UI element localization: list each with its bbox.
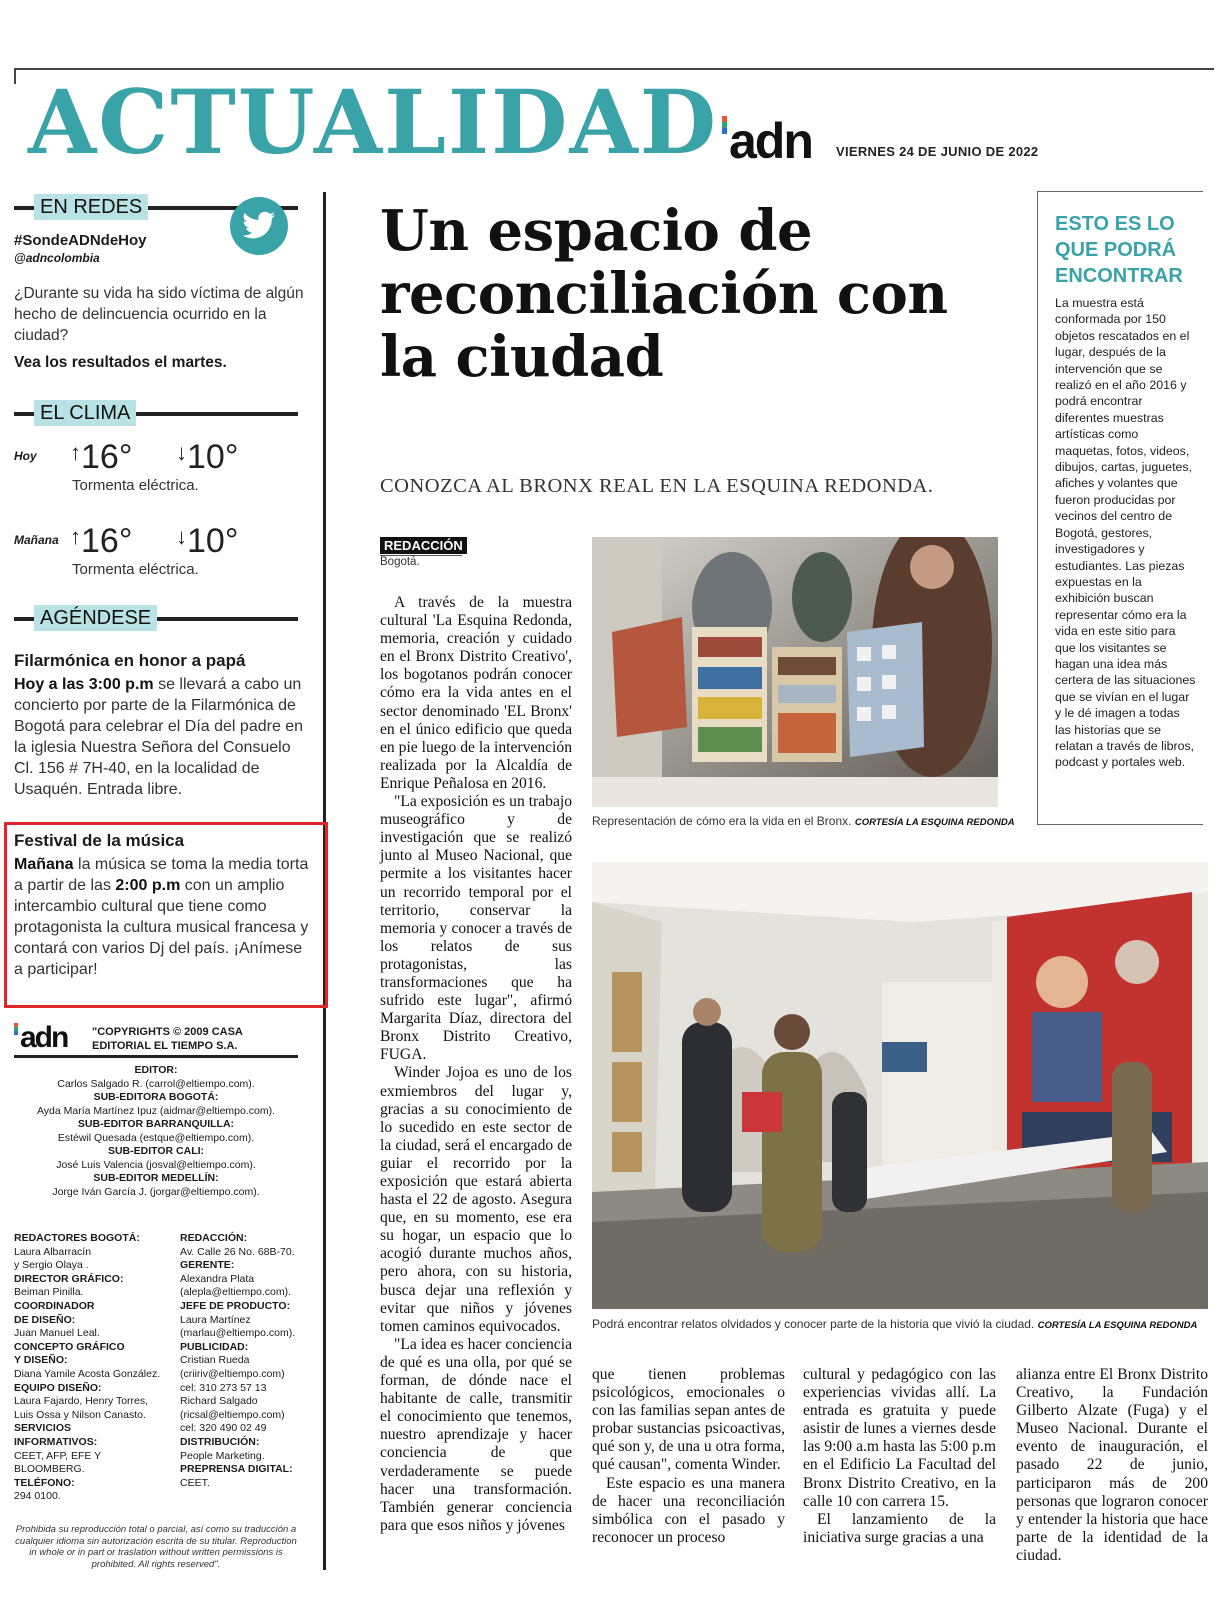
weather-condition-tomorrow: Tormenta eléctrica. [72,561,199,578]
credit-name: Laura Albarracín [14,1245,92,1258]
credit-role: Y DISEÑO: [14,1354,68,1367]
article-paragraph: que tienen problemas psicológicos, emocionales o con las familias sepan antes de probar sustancias psicoactivas, qué son y, de una u otra forma, qué causan", comenta Winder. [592,1366,785,1474]
credit-name: y Sergio Olaya . [14,1259,89,1272]
header-rule-tick [14,68,16,84]
legal-notice: Prohibida su reproducción total o parcial, así como su traducción a cualquier idioma sin autorización escrita de su titular. Reproduction in whole or in part or traslation without written permissions is prohibited. All rights reserved". [15,1524,297,1570]
event-text-festival: Mañana la música se toma la media torta a partir de las 2:00 p.m con un amplio intercambio cultural que tiene como protagonista la cultura musical francesa y contará con varios Dj del país. ¡Anímese a participar! [14,856,309,978]
article-dek: CONOZCA AL BRONX REAL EN LA ESQUINA REDONDA. [380,475,934,497]
twitter-bird-icon [230,197,288,255]
weather-high-tomorrow: ↑16° [70,522,133,560]
credit-name: cel: 310 273 57 13 [180,1381,267,1394]
poll-hashtag: #SondeADNdeHoy [14,232,147,249]
weather-high-today: ↑16° [70,438,133,476]
twitter-handle: @adncolombia [14,251,100,265]
arrow-down-icon: ↓ [176,524,187,549]
adn-logo-dots-icon [722,116,727,134]
article-paragraph: Este espacio es una manera de hacer una reconciliación simbólica con el pasado y reconocer un proceso [592,1474,785,1546]
credits-right [180,1232,320,1490]
credit-name: (ricsal@eltiempo.com) [180,1408,285,1421]
photo-bronx-models [592,537,998,807]
article-column-3 [803,1366,996,1547]
article-byline: REDACCIÓN [380,537,467,554]
credit-role: REDACCIÓN: [180,1232,248,1244]
arrow-up-icon: ↑ [70,440,81,465]
credit-role: TELÉFONO: [14,1476,75,1489]
weather-day-tomorrow: Mañana [14,533,59,547]
credit-name: (marlau@eltiempo.com). [180,1327,296,1340]
adn-logo-dots-icon [14,1023,18,1035]
credit-name: Richard Salgado [180,1395,258,1408]
article-paragraph: cultural y pedagógico con las experiencias vividas allí. La entrada es gratuita y puede asistir de lunes a viernes desde las 9:00 a.m hasta las 5:00 p.m en el Edificio La Facultad del Bronx Distrito Creativo, en la calle 10 con carrera 15. [803,1366,996,1510]
section-label-clima: EL CLIMA [14,400,298,426]
credit-name: Diana Yamile Acosta González. [14,1367,161,1380]
section-label-agenda: AGÉNDESE [14,605,298,631]
sidebar-title: ESTO ES LO QUE PODRÁ ENCONTRAR [1055,213,1183,287]
credit-role: DISTRIBUCIÓN: [180,1435,260,1448]
credit-role: PREPRENSA DIGITAL: [180,1463,293,1476]
article-column-1 [380,594,572,1535]
article-paragraph: "La exposición es un trabajo museográfico y de investigación que se realizó junto al Museo Nacional, que permite a los visitantes hacer un recorrido temporal por el territorio, conservar la memoria y conocer a través de los relatos de sus protagonistas, las transformaciones que ha sufrido este lugar", afirmó Margarita Díaz, directora del Bronx Distrito Creativo, FUGA. [380,793,572,1064]
credits-left [14,1232,174,1504]
credit-role: CONCEPTO GRÁFICO [14,1340,125,1353]
weather-low-today: ↓10° [176,438,239,476]
photo-exhibition-hall-caption: Podrá encontrar relatos olvidados y conocer parte de la historia que vivió la ciudad. CORTESÍA LA ESQUINA REDONDA [592,1317,1198,1331]
article-dateline: Bogotá. [380,556,420,568]
event-title-festival: Festival de la música [14,831,185,850]
article-paragraph: A través de la muestra cultural 'La Esquina Redonda, memoria, creación y cuidado en el Bronx Distrito Creativo', los bogotanos podrán conocer cómo era la vida antes en el sector denominado 'EL Bronx' en el único edificio que queda en pie luego de la intervención realizada por la Alcaldía de Enrique Peñalosa en 2016. [380,594,572,792]
credit-name: Luis Ossa y Nilson Canasto. [14,1408,146,1421]
section-label-redes: EN REDES [14,194,298,220]
credit-name: Laura Fajardo, Henry Torres, [14,1395,149,1408]
credit-name: (criiriv@eltiempo.com) [180,1367,285,1380]
weather-day-today: Hoy [14,449,37,463]
credit-name: Cristian Rueda [180,1354,250,1367]
article-column-4 [1016,1366,1208,1565]
credit-name: CEET. [180,1476,210,1489]
poll-question: ¿Durante su vida ha sido víctima de algún hecho de delincuencia ocurrido en la ciudad? [14,285,304,344]
credit-role: EQUIPO DISEÑO: [14,1381,102,1394]
photo-exhibition-hall [592,862,1208,1309]
poll-results-note: Vea los resultados el martes. [14,354,227,371]
article-paragraph: Winder Jojoa es uno de los exmiembros del lugar y, gracias a su conocimiento de lo sucedido en este sector de la ciudad, será el encargado de guiar el recorrido por la exposición que estará abierta hasta el 22 de agosto. Asegura que, en su momento, ese era su hogar, un espacio que lo acogió durante muchos años, pero ahora, con su historia, busca dejar una reflexión y evitar que niños y jóvenes tomen caminos equivocados. [380,1064,572,1335]
credit-name: Laura Martínez [180,1313,251,1326]
credit-role: REDACTORES BOGOTÁ: [14,1232,140,1244]
arrow-down-icon: ↓ [176,440,187,465]
credit-name: Av. Calle 26 No. 68B-70. [180,1245,295,1258]
credit-role: INFORMATIVOS: [14,1435,98,1448]
photo-bronx-models-caption: Representación de cómo era la vida en el Bronx. CORTESÍA LA ESQUINA REDONDA [592,814,1015,828]
copyright-notice: "COPYRIGHTS © 2009 CASA EDITORIAL EL TIEMPO S.A. [92,1026,243,1052]
weather-low-tomorrow: ↓10° [176,522,239,560]
credit-name: 294 0100. [14,1490,61,1503]
event-title-filarmonica: Filarmónica en honor a papá [14,651,246,670]
article-paragraph: alianza entre El Bronx Distrito Creativo, la Fundación Gilberto Alzate (Fuga) y el Museo Nacional. Durante el evento de inauguración, el pasado 22 de junio, participaron más de 200 personas que lograron conocer y entender la historia que hace parte de la identidad de la ciudad. [1016,1366,1208,1564]
credit-role: PUBLICIDAD: [180,1340,249,1353]
credit-role: GERENTE: [180,1259,235,1272]
credit-role: COORDINADOR [14,1299,95,1312]
credit-name: CEET, AFP, EFE Y BLOOMBERG. [14,1449,101,1476]
credit-name: Beiman Pinilla. [14,1286,84,1299]
arrow-up-icon: ↑ [70,524,81,549]
issue-date: VIERNES 24 DE JUNIO DE 2022 [836,144,1039,159]
credit-name: Juan Manuel Leal. [14,1327,100,1340]
credit-name: Alexandra Plata [180,1272,255,1285]
adn-logo: adn [722,116,812,166]
article-column-2 [592,1366,785,1547]
credit-name: cel: 320 490 02 49 [180,1422,267,1435]
credit-role: SERVICIOS [14,1422,71,1435]
article-paragraph: "La idea es hacer conciencia de qué es una olla, por qué se forman, de dónde nace el habitante de calle, transmitir el conocimiento que tenemos, nuestro aprendizaje y hacer conciencia de que verdaderamente se puede hacer una transformación. También generar conciencia para que esos niños y jóvenes [380,1335,572,1534]
event-text-filarmonica: Hoy a las 3:00 p.m se llevará a cabo un concierto por parte de la Filarmónica de Bogotá para celebrar el Día del padre en la iglesia Nuestra Señora del Consuelo Cl. 156 # 7H-40, en la localidad de Usaquén. Entrada libre. [14,676,304,798]
credit-name: (alepla@eltiempo.com). [180,1286,292,1299]
editorial-staff: EDITOR: Carlos Salgado R. (carrol@eltiempo.com). SUB-EDITORA BOGOTÁ: Ayda María Martínez Ipuz (aidmar@eltiempo.com). SUB-EDITOR BARRANQUILLA: Estéwil Quesada (estque@eltiempo.com). SUB-EDITOR CALI: José Luis Valencia (josval@eltiempo.com). SUB-EDITOR MEDELLÍN: Jorge Iván García J. (jorgar@eltiempo.com). [36,1064,276,1198]
credit-role: DIRECTOR GRÁFICO: [14,1272,124,1285]
masthead-adn-logo: adn [14,1023,67,1053]
masthead-rule [14,1055,298,1058]
section-title: ACTUALIDAD [28,70,719,174]
credit-name: People Marketing. [180,1449,265,1462]
article-headline: Un espacio de reconciliación con la ciudad [380,198,948,390]
sidebar-text: La muestra está conformada por 150 objetos rescatados en el lugar, después de la intervención que se realizó en el año 2016 y podrá encontrar diferentes muestras artísticas como maquetas, fotos, videos, dibujos, cartas, juguetes, afiches y volantes que fueron producidas por vecinos del centro de Bogotá, gestores, investigadores y estudiantes. Las piezas expuestas en la exhibición buscan representar cómo era la vida en este sitio para que los visitantes se hagan una idea más certera de las situaciones que se vivían en el lugar y le dé imagen a todas las historias que se relatan a través de libros, podcast y portales web. [1055,296,1196,770]
credit-role: DE DISEÑO: [14,1313,76,1326]
weather-condition-today: Tormenta eléctrica. [72,477,199,494]
article-paragraph: El lanzamiento de la iniciativa surge gracias a una [803,1510,996,1546]
credit-role: JEFE DE PRODUCTO: [180,1299,291,1312]
